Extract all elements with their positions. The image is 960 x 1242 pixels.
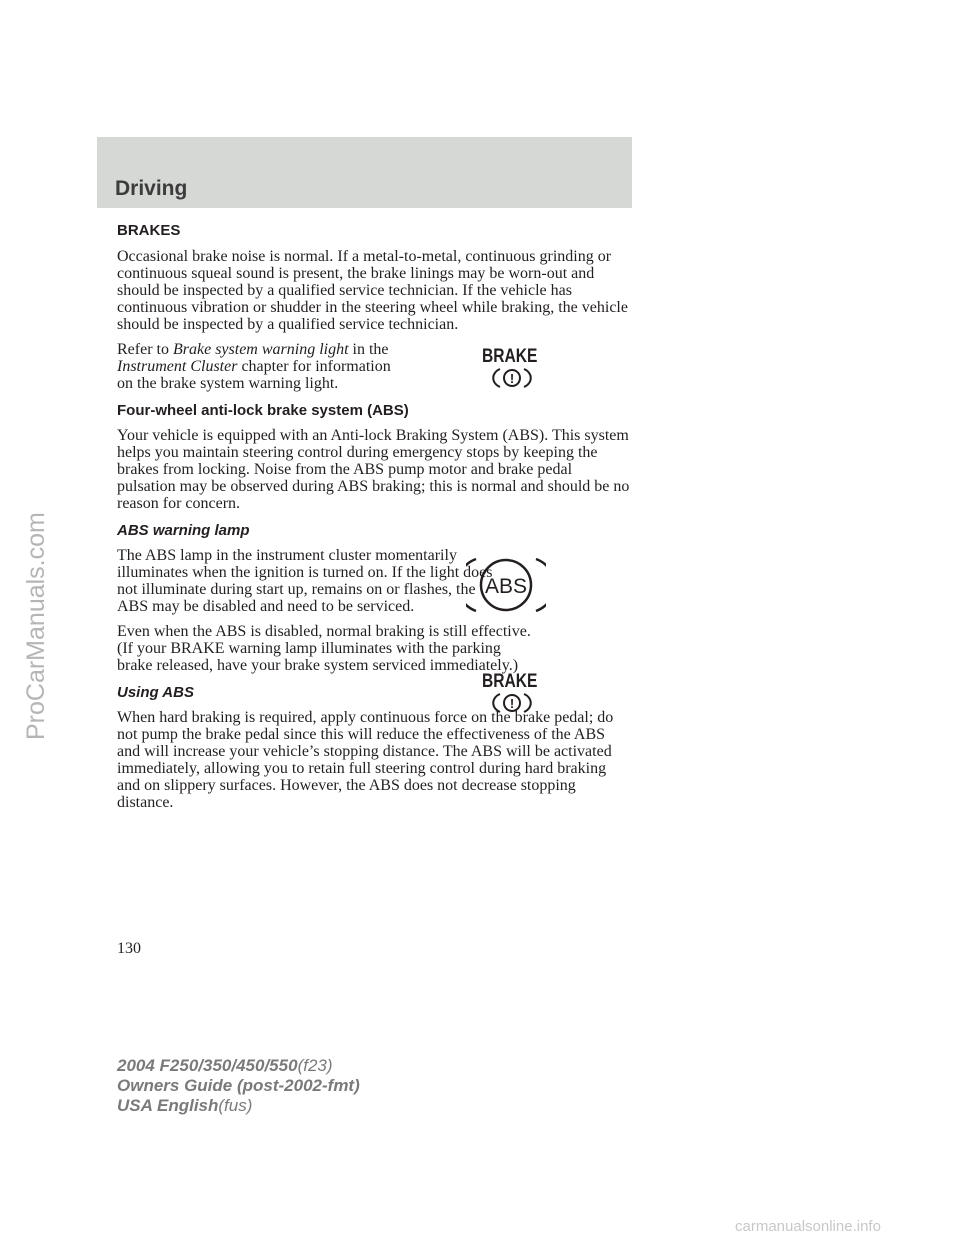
abs-disabled-paragraph: Even when the ABS is disabled, normal braking is still effective. (If your BRAKE warning lamp illuminates with the parking brake released, have your brake system serviced immediately.) xyxy=(117,623,531,674)
brake-icon-label: BRAKE xyxy=(482,346,538,367)
page-content xyxy=(117,222,632,819)
brake-warning-icon xyxy=(482,347,542,391)
refer-text: Refer to xyxy=(117,341,173,358)
refer-text: in the xyxy=(348,341,389,358)
abs-lamp-heading: ABS warning lamp xyxy=(117,522,250,539)
brakes-paragraph: Occasional brake noise is normal. If a metal-to-metal, continuous grinding or continuous squeal sound is present, the brake linings may be worn-out and should be inspected by a qualified service technician. If the vehicle has continuous vibration or shudder in the steering wheel while braking, the vehicle should be inspected by a qualified service technician. xyxy=(117,248,628,333)
refer-text: chapter for information on the brake system warning light. xyxy=(117,358,391,392)
abs-heading: Four-wheel anti-lock brake system (ABS) xyxy=(117,402,409,419)
side-watermark: ProCarManuals.com xyxy=(22,512,50,740)
document-footer xyxy=(117,1056,360,1116)
using-abs-heading: Using ABS xyxy=(117,684,194,701)
using-abs-paragraph: When hard braking is required, apply continuous force on the brake pedal; do not pump the brake pedal since this will reduce the effectiveness of the ABS and will increase your vehicle’s stopping distance. The ABS will be activated immediately, allowing you to retain full steering control during hard braking and on slippery surfaces. However, the ABS does not decrease stopping distance. xyxy=(117,709,614,811)
abs-icon-label: ABS xyxy=(484,575,528,598)
refer-link-instrument-cluster: Instrument Cluster xyxy=(117,358,238,375)
brake-icon-mark: ! xyxy=(509,696,515,711)
footer-line-language: USA English(fus) xyxy=(117,1096,253,1115)
page-number: 130 xyxy=(117,940,141,957)
abs-warning-icon xyxy=(466,553,546,617)
refer-link-brake-warning: Brake system warning light xyxy=(172,341,349,358)
brakes-refer-paragraph xyxy=(117,341,392,392)
bottom-watermark: carmanualsonline.info xyxy=(735,1218,881,1235)
abs-lamp-paragraph: The ABS lamp in the instrument cluster momentarily illuminates when the ignition is turned on. If the light does not illuminate during start up, remains on or flashes, the ABS may be disabled and need to be serviced. xyxy=(117,547,493,615)
section-title: Driving xyxy=(115,177,188,200)
brakes-heading: BRAKES xyxy=(117,222,181,239)
exclamation-circle-icon xyxy=(492,692,532,714)
footer-line-model: 2004 F250/350/450/550(f23) xyxy=(117,1056,333,1075)
abs-paragraph: Your vehicle is equipped with an Anti-lock Braking System (ABS). This system helps you maintain steering control during emergency stops by keeping the brakes from locking. Noise from the ABS pump motor and brake pedal pulsation may be observed during ABS braking; this is normal and should be no reason for concern. xyxy=(117,427,630,512)
exclamation-circle-icon xyxy=(492,367,532,389)
brake-warning-icon xyxy=(482,672,542,716)
brake-icon-mark: ! xyxy=(509,371,515,386)
section-header xyxy=(97,137,632,208)
brake-icon-label: BRAKE xyxy=(482,671,538,692)
footer-line-guide: Owners Guide (post-2002-fmt) xyxy=(117,1076,360,1095)
